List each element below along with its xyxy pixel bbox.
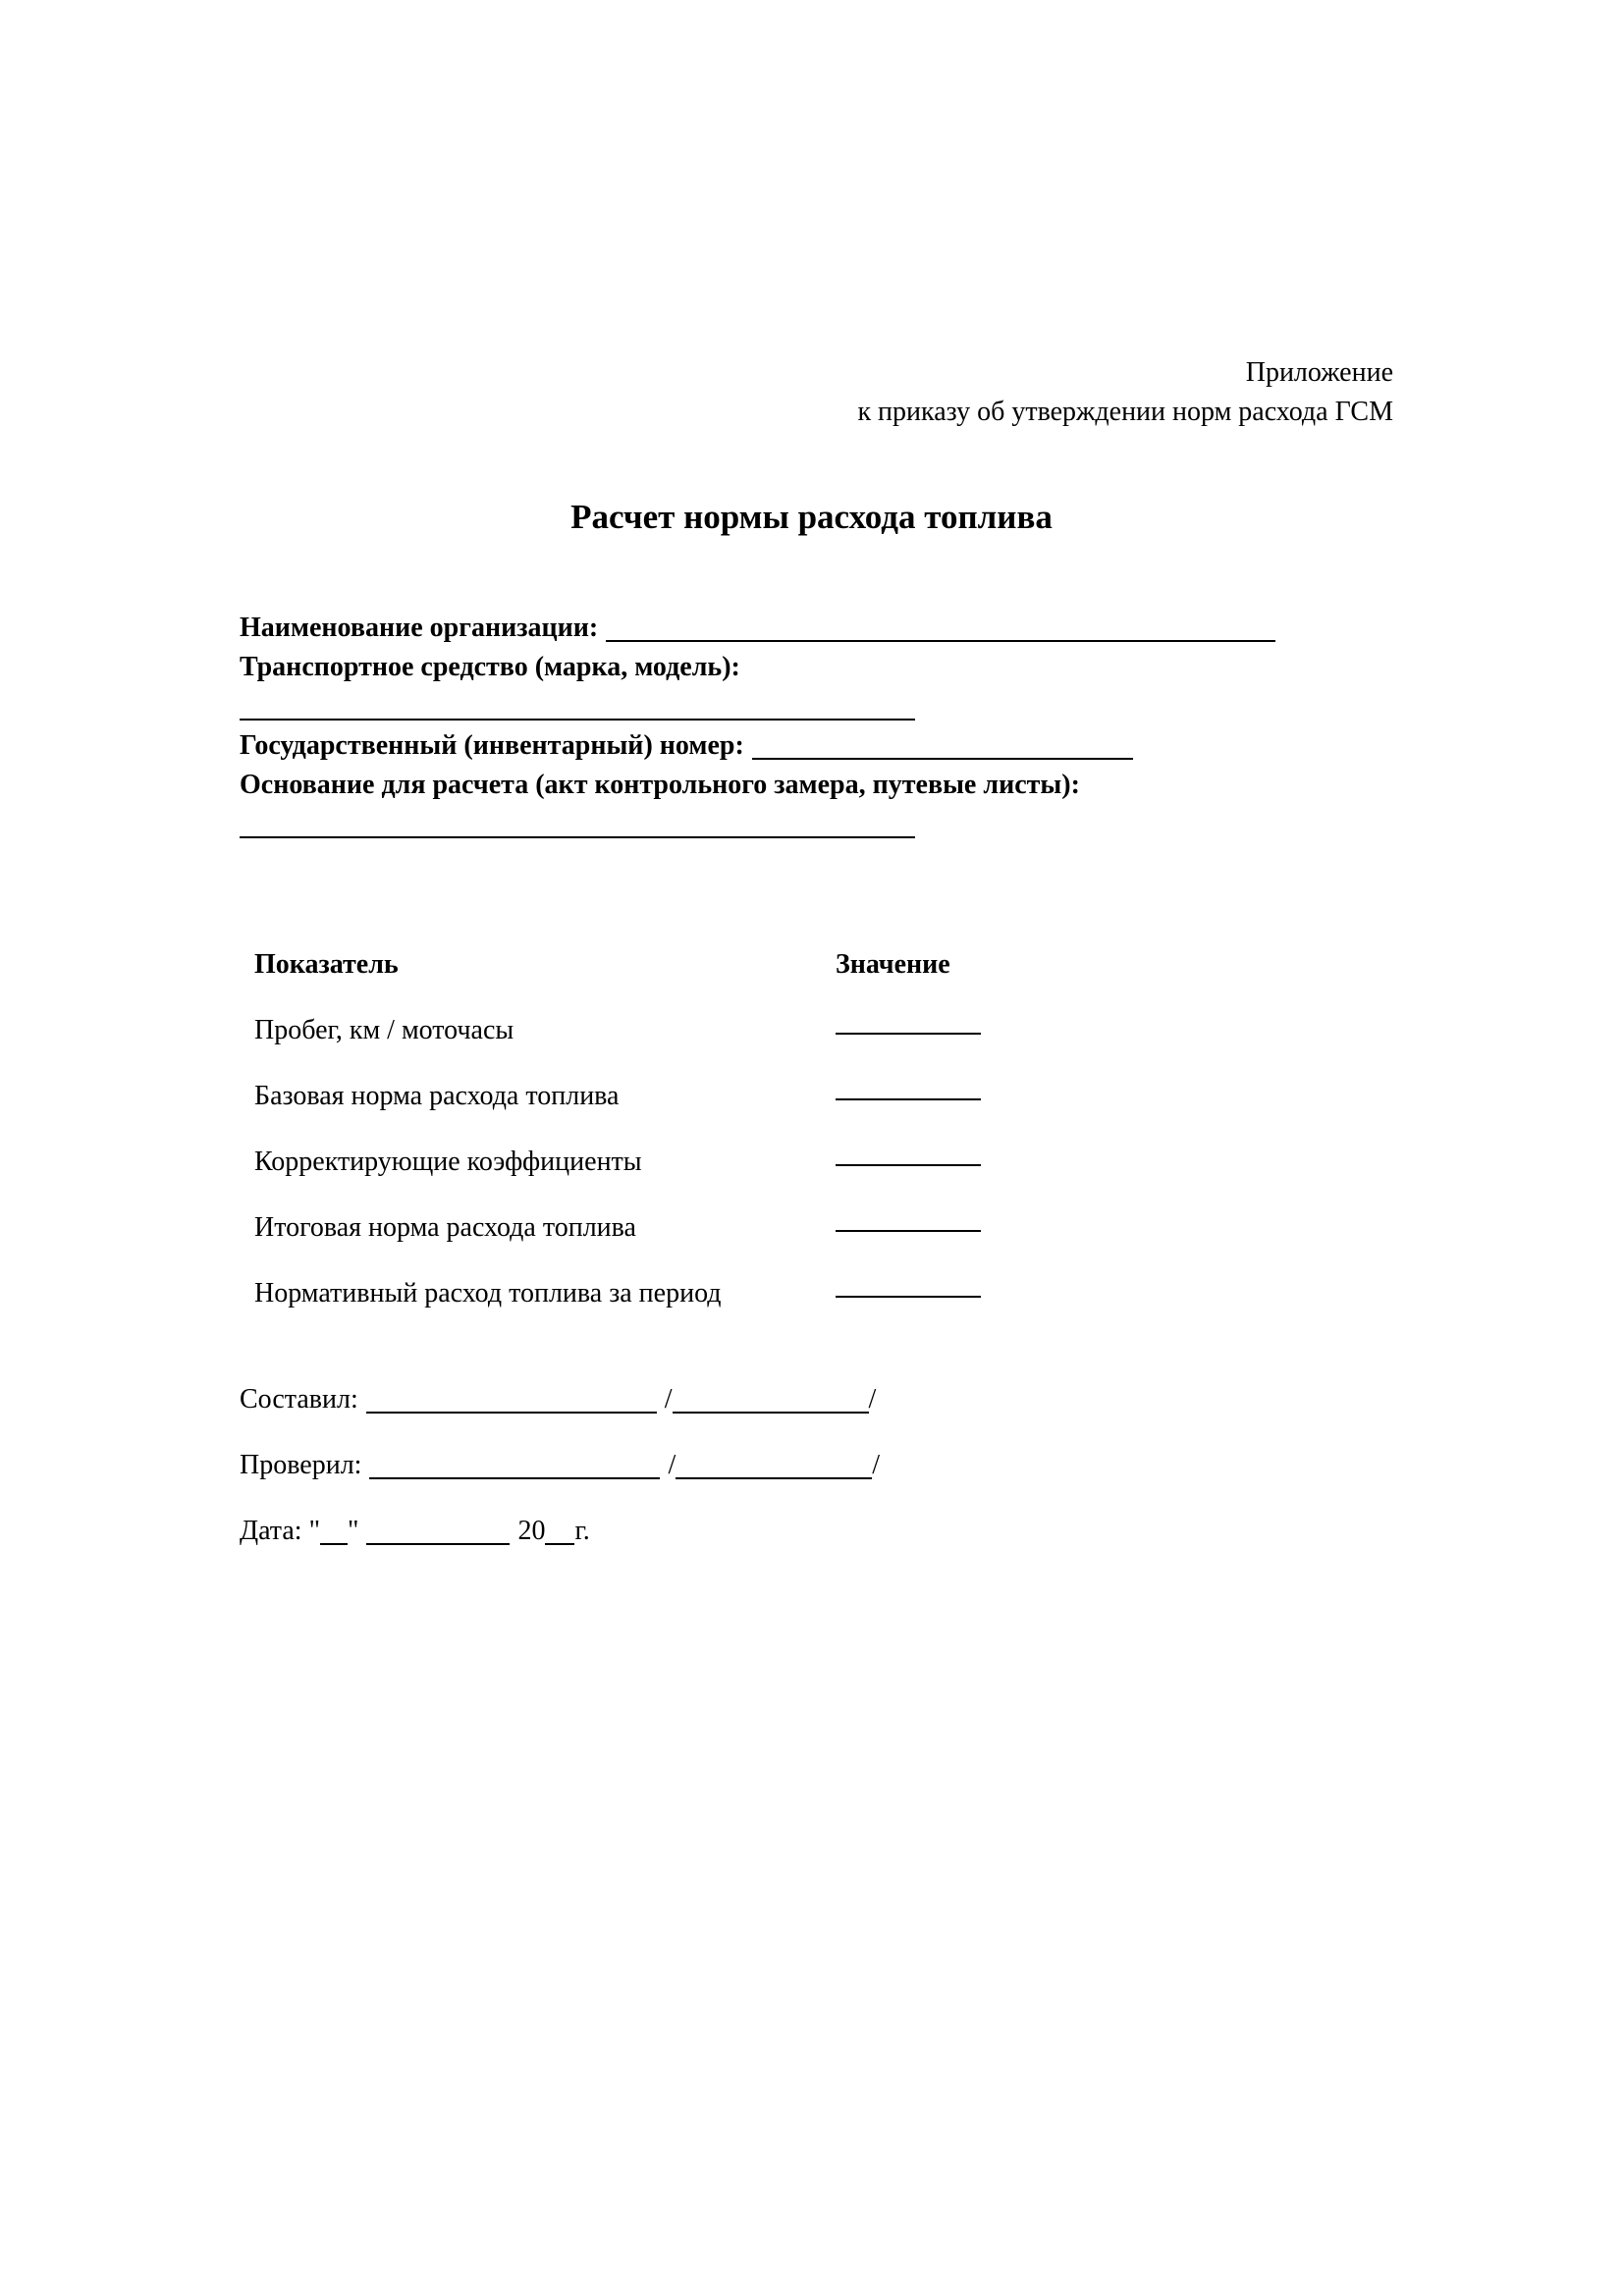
date-label: Дата: ": [240, 1516, 321, 1546]
checked-name-line[interactable]: [676, 1450, 872, 1479]
basis-field-row: [240, 766, 1275, 805]
date-year-suffix: г.: [574, 1516, 590, 1546]
row-label: Базовая норма расхода топлива: [254, 1081, 620, 1111]
annex-subtitle: к приказу об утверждении норм расхода ГСМ: [857, 397, 1393, 427]
date-year-line[interactable]: [545, 1516, 574, 1545]
calculation-table: [254, 947, 981, 1311]
date-quote-close: ": [348, 1516, 359, 1546]
date-year-prefix: 20: [517, 1516, 546, 1546]
row-label: Итоговая норма расхода топлива: [254, 1212, 636, 1243]
slash-close: /: [868, 1384, 877, 1415]
slash-open: /: [668, 1450, 676, 1480]
basis-label: Основание для расчета (акт контрольного замера, путевые листы):: [240, 770, 1080, 800]
header-indicator: Показатель: [254, 949, 399, 980]
checked-signature-line[interactable]: [369, 1450, 660, 1479]
row-label: Нормативный расход топлива за период: [254, 1278, 722, 1308]
slash-open: /: [664, 1384, 673, 1415]
value-blank-line[interactable]: [836, 1005, 981, 1035]
compiled-by-row: [240, 1382, 880, 1417]
organization-label: Наименование организации:: [240, 613, 599, 643]
header-value: Значение: [836, 949, 950, 980]
compiled-label: Составил:: [240, 1384, 358, 1415]
header-fields: [240, 609, 1275, 844]
registration-field-row: [240, 726, 1275, 766]
basis-blank-line[interactable]: [240, 809, 915, 838]
date-row: [240, 1514, 880, 1549]
table-row: [254, 1276, 981, 1311]
value-blank-line[interactable]: [836, 1268, 981, 1298]
vehicle-blank-line[interactable]: [240, 691, 915, 721]
checked-by-row: [240, 1448, 880, 1483]
date-day-line[interactable]: [320, 1516, 348, 1545]
signatures-block: [240, 1382, 880, 1549]
compiled-name-line[interactable]: [673, 1384, 869, 1414]
checked-label: Проверил:: [240, 1450, 362, 1480]
date-month-line[interactable]: [366, 1516, 510, 1545]
compiled-signature-line[interactable]: [366, 1384, 657, 1414]
document-title: Расчет нормы расхода топлива: [570, 498, 1053, 536]
table-header-row: [254, 947, 981, 983]
table-row: [254, 1210, 981, 1246]
table-row: [254, 1079, 981, 1114]
annex-reference: [857, 353, 1393, 432]
annex-title: Приложение: [1245, 357, 1393, 388]
slash-close: /: [872, 1450, 881, 1480]
table-row: [254, 1013, 981, 1048]
registration-blank-line[interactable]: [752, 730, 1133, 760]
organization-blank-line[interactable]: [606, 613, 1275, 642]
vehicle-field-row: [240, 648, 1275, 687]
registration-label: Государственный (инвентарный) номер:: [240, 730, 744, 761]
value-blank-line[interactable]: [836, 1137, 981, 1166]
row-label: Пробег, км / моточасы: [254, 1015, 514, 1045]
basis-blank-row: [240, 805, 1275, 844]
row-label: Корректирующие коэффициенты: [254, 1147, 642, 1177]
vehicle-label: Транспортное средство (марка, модель):: [240, 652, 740, 682]
table-row: [254, 1145, 981, 1180]
value-blank-line[interactable]: [836, 1071, 981, 1100]
value-blank-line[interactable]: [836, 1202, 981, 1232]
vehicle-blank-row: [240, 687, 1275, 726]
organization-field-row: [240, 609, 1275, 648]
